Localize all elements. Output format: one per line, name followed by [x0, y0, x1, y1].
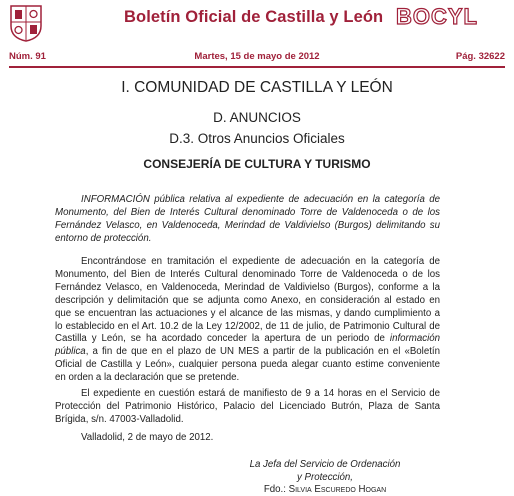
issue-info-bar — [9, 51, 505, 66]
body-text-italic: información pública — [55, 333, 440, 358]
body-text-part-2: , a fin de que en el plazo de UN MES a partir de la publicación en el «Boletín Oficial de Castilla y León», cualquier persona pueda alegar cuanto estime conveniente en orden a la declaración que se pretende. — [55, 346, 440, 384]
bocyl-logo: BOCYL — [396, 4, 478, 29]
signer-name: Silvia Escuredo Hogan — [288, 484, 387, 495]
body-text-part-1: Encontrándose en tramitación el expediente de adecuación en la categoría de Monumento, del Bien de Interés Cultural denominado Torre de Valdenoceda o de los Fernández Velasco, en Valdenoceda, Merindad de Valdivielso (Burgos), conforme a la descripción y delimitación que se adjunta como Anexo, en consideración al estado en que se encuentran las actuaciones y el alcance de las mismas, y dando cumplimiento a lo establecido en el Art. 10.2 de la Ley 12/2002, de 11 de julio, de Patrimonio Cultural de Castilla y León, se ha acordado conceder la apertura de un periodo de — [55, 256, 440, 345]
place-date: Valladolid, 2 de mayo de 2012. — [81, 432, 214, 443]
department-heading: CONSEJERÍA DE CULTURA Y TURISMO — [143, 157, 371, 171]
signatory-role-line-2: y Protección, — [297, 471, 353, 483]
subsection-subtitle: D.3. Otros Anuncios Oficiales — [169, 131, 345, 146]
signed-prefix: Fdo.: — [263, 484, 289, 495]
bulletin-title: Boletín Oficial de Castilla y León — [124, 8, 384, 26]
issue-date: Martes, 15 de mayo de 2012 — [194, 51, 320, 62]
announcement-body — [55, 256, 440, 385]
exhibition-paragraph: El expediente en cuestión estará de manifiesto de 9 a 14 horas en el Servicio de Protección del Patrimonio Histórico, Palacio del Licenciado Butrón, Plaza de Santa Brígida, s/n. 47003-Valladolid. — [55, 388, 440, 425]
page-number: Pág. 32622 — [455, 51, 505, 62]
subsection-title: D. ANUNCIOS — [213, 110, 301, 125]
signatory-role-line-1: La Jefa del Servicio de Ordenación — [249, 459, 401, 470]
signatory-name — [230, 484, 420, 495]
announcement-summary: INFORMACIÓN pública relativa al expediente de adecuación en la categoría de Monumento, del Bien de Interés Cultural denominado Torre de Valdenoceda o de los Fernández Velasco, en Valdenoceda, Merindad de Valdivielso (Burgos) delimitando su entorno de protección. — [55, 194, 440, 244]
issue-number: Núm. 91 — [9, 51, 46, 62]
header-divider — [9, 66, 505, 68]
section-title: I. COMUNIDAD DE CASTILLA Y LEÓN — [121, 79, 393, 96]
signatory-role — [230, 459, 420, 485]
